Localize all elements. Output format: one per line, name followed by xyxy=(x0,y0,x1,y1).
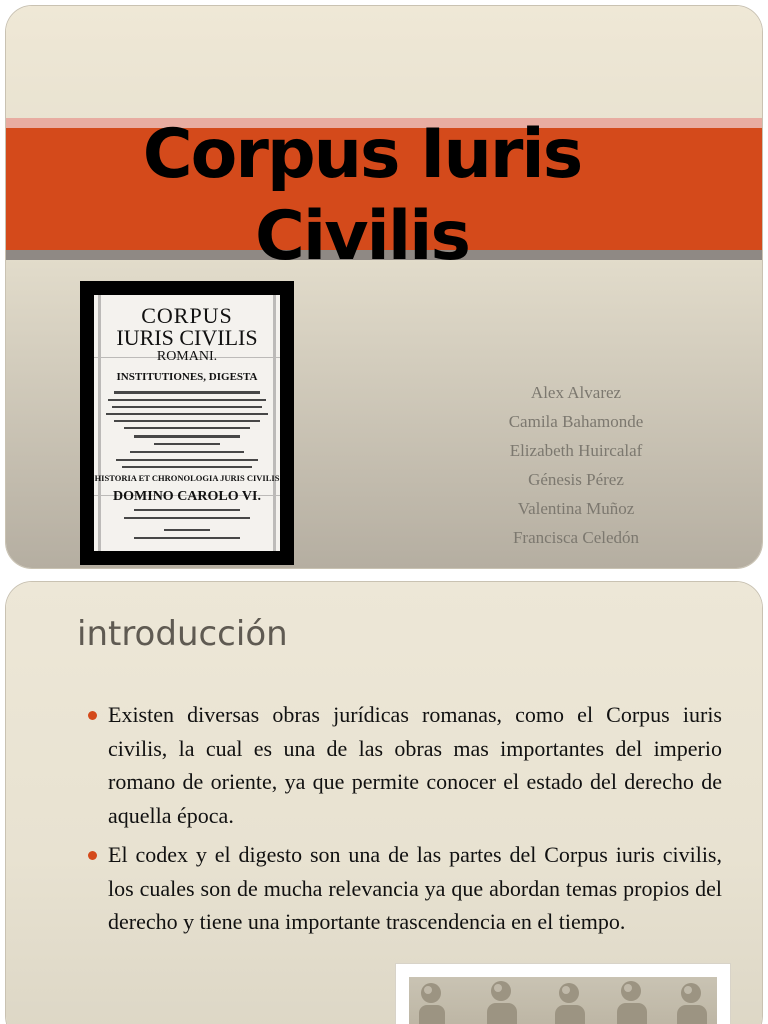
slide-title-line2: Civilis xyxy=(255,197,469,276)
bullet-item xyxy=(88,838,722,939)
bullet-dot-icon xyxy=(88,851,97,860)
slide-heading: introducción xyxy=(77,614,288,654)
roman-relief-image xyxy=(396,964,730,1024)
author-name: Camila Bahamonde xyxy=(508,412,644,431)
bullet-text: El codex y el digesto son una de las partes del Corpus iuris civilis, los cuales son de mucha relevancia ya que abordan temas propios del derecho y tiene una importante trascendencia en el tiempo. xyxy=(108,842,722,934)
slide-title xyxy=(6,114,718,278)
author-name: Francisca Celedón xyxy=(512,528,640,547)
author-name: Génesis Pérez xyxy=(528,470,624,489)
book-text-institutiones: INSTITUTIONES, DIGESTA xyxy=(116,371,258,383)
author-list xyxy=(476,378,676,552)
title-slide xyxy=(6,6,762,568)
book-text-romani: ROMANI. xyxy=(156,349,218,364)
bullet-dot-icon xyxy=(88,711,97,720)
slide-title-line1: Corpus Iuris xyxy=(142,115,582,194)
bullet-list xyxy=(88,698,722,945)
author-name: Alex Alvarez xyxy=(530,383,622,402)
relief-figures-graphic xyxy=(409,977,717,1024)
bullet-text: Existen diversas obras jurídicas romanas, como el Corpus iuris civilis, la cual es una de las obras mas importantes del imperio romano de oriente, ya que permite conocer el estado del derecho de aquella época. xyxy=(108,702,722,828)
book-text-corpus: CORPUS xyxy=(141,303,233,328)
book-text-domino: DOMINO CAROLO VI. xyxy=(113,489,261,504)
author-name: Elizabeth Huircalaf xyxy=(509,441,643,460)
book-text-iuris-civilis: IURIS CIVILIS xyxy=(116,325,258,350)
book-cover-image xyxy=(80,281,294,565)
bullet-item xyxy=(88,698,722,832)
author-name: Valentina Muñoz xyxy=(517,499,635,518)
roman-relief-photo xyxy=(409,977,717,1024)
intro-slide xyxy=(6,582,762,1024)
book-text-historia: HISTORIA ET CHRONOLOGIA JURIS CIVILIS xyxy=(94,473,280,483)
book-cover-page xyxy=(94,295,280,551)
